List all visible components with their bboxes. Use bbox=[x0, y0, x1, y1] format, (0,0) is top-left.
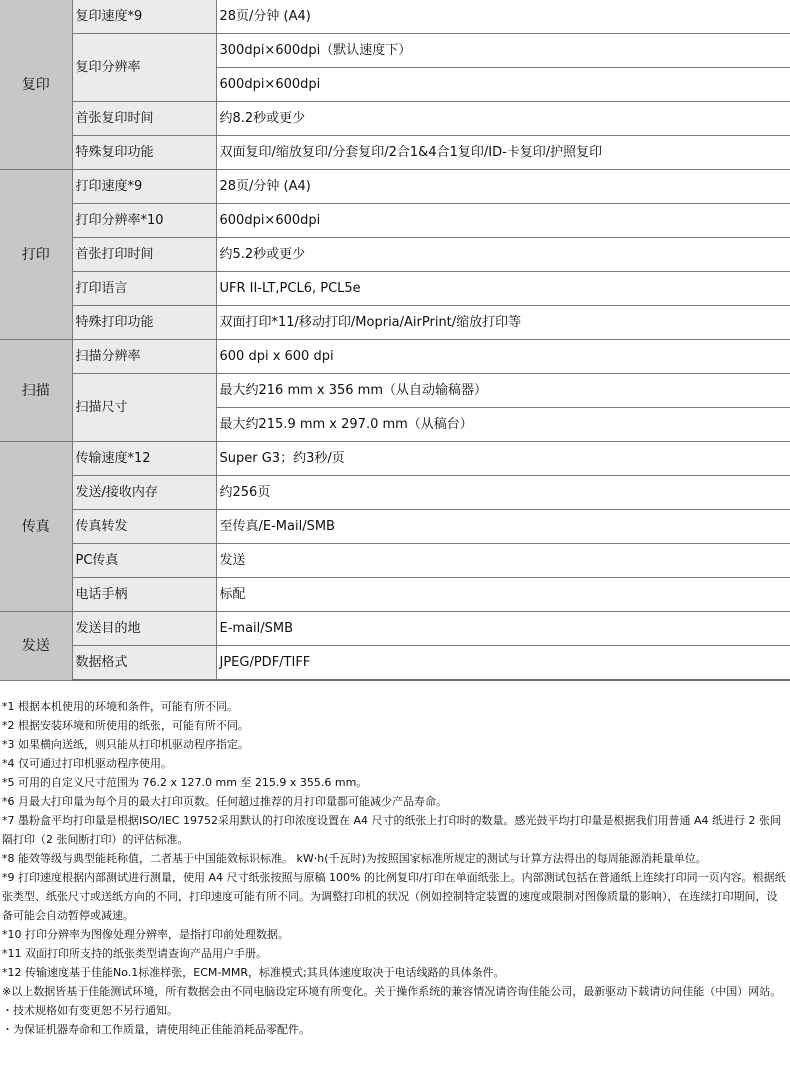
row-label: 首张打印时间 bbox=[72, 238, 216, 272]
category-scan: 扫描 bbox=[0, 340, 72, 442]
footnote: *1 根据本机使用的环境和条件，可能有所不同。 bbox=[2, 700, 238, 713]
row-label: 发送/接收内存 bbox=[72, 476, 216, 510]
footnote: *5 可用的自定义尺寸范围为 76.2 x 127.0 mm 至 215.9 x 355.6 mm。 bbox=[2, 776, 368, 789]
row-value: 至传真/E-Mail/SMB bbox=[216, 510, 790, 544]
table-row bbox=[0, 136, 790, 170]
footnote: *7 墨粉盒平均打印量是根据ISO/IEC 19752采用默认的打印浓度设置在 A4 尺寸的纸张上打印时的数量。感光鼓平均打印量是根据我们用普通 A4 纸进行 2 张间隔打印（2 张间断打印）的评估标准。 bbox=[2, 814, 781, 846]
table-row bbox=[0, 306, 790, 340]
footnotes bbox=[2, 697, 788, 1039]
row-value: 双面打印*11/移动打印/Mopria/AirPrint/缩放打印等 bbox=[216, 306, 790, 340]
table-row bbox=[0, 170, 790, 204]
table-row bbox=[0, 442, 790, 476]
footnote: *4 仅可通过打印机驱动程序使用。 bbox=[2, 757, 172, 770]
row-value: 最大约216 mm x 356 mm（从自动输稿器） bbox=[216, 374, 790, 408]
row-value: JPEG/PDF/TIFF bbox=[216, 646, 790, 681]
row-value: Super G3；约3秒/页 bbox=[216, 442, 790, 476]
row-value: UFR II-LT,PCL6, PCL5e bbox=[216, 272, 790, 306]
table-row bbox=[0, 544, 790, 578]
footnote: ※以上数据皆基于佳能测试环境，所有数据会由不同电脑设定环境有所变化。关于操作系统的兼容情况请咨询佳能公司，最新驱动下载请访问佳能（中国）网站。 bbox=[2, 985, 782, 998]
table-row bbox=[0, 238, 790, 272]
row-label: 打印语言 bbox=[72, 272, 216, 306]
row-value: 300dpi×600dpi（默认速度下） bbox=[216, 34, 790, 68]
row-value: 600dpi×600dpi bbox=[216, 68, 790, 102]
footnote: *3 如果横向送纸，则只能从打印机驱动程序指定。 bbox=[2, 738, 249, 751]
row-value: 标配 bbox=[216, 578, 790, 612]
row-label: 复印速度*9 bbox=[72, 0, 216, 34]
table-row bbox=[0, 204, 790, 238]
footnote: *10 打印分辨率为图像处理分辨率，是指打印前处理数据。 bbox=[2, 928, 289, 941]
row-value: 约5.2秒或更少 bbox=[216, 238, 790, 272]
footnote: *6 月最大打印量为每个月的最大打印页数。任何超过推荐的月打印量都可能减少产品寿命。 bbox=[2, 795, 447, 808]
row-value: 28页/分钟 (A4) bbox=[216, 0, 790, 34]
table-row bbox=[0, 510, 790, 544]
row-value: 约8.2秒或更少 bbox=[216, 102, 790, 136]
row-label: 特殊打印功能 bbox=[72, 306, 216, 340]
footnote: *8 能效等级与典型能耗称值，二者基于中国能效标识标准。 kW·h(千瓦时)为按照国家标准所规定的测试与计算方法得出的每周能源消耗量单位。 bbox=[2, 852, 707, 865]
row-label: 扫描分辨率 bbox=[72, 340, 216, 374]
table-row bbox=[0, 0, 790, 34]
row-value: 约256页 bbox=[216, 476, 790, 510]
footnote: ・为保证机器寿命和工作质量，请使用纯正佳能消耗品零配件。 bbox=[2, 1023, 310, 1036]
row-value: 双面复印/缩放复印/分套复印/2合1&4合1复印/ID-卡复印/护照复印 bbox=[216, 136, 790, 170]
table-row bbox=[0, 102, 790, 136]
table-row bbox=[0, 612, 790, 646]
footnote: *12 传输速度基于佳能No.1标准样张，ECM-MMR，标准模式;其具体速度取决于电话线路的具体条件。 bbox=[2, 966, 505, 979]
table-row bbox=[0, 340, 790, 374]
category-send: 发送 bbox=[0, 612, 72, 681]
row-value: 600 dpi x 600 dpi bbox=[216, 340, 790, 374]
table-row bbox=[0, 374, 790, 408]
table-row bbox=[0, 646, 790, 681]
row-label: 打印速度*9 bbox=[72, 170, 216, 204]
row-label: PC传真 bbox=[72, 544, 216, 578]
row-label: 发送目的地 bbox=[72, 612, 216, 646]
row-label: 打印分辨率*10 bbox=[72, 204, 216, 238]
table-row bbox=[0, 578, 790, 612]
row-label: 传真转发 bbox=[72, 510, 216, 544]
row-value: 28页/分钟 (A4) bbox=[216, 170, 790, 204]
row-label: 数据格式 bbox=[72, 646, 216, 681]
table-row bbox=[0, 34, 790, 68]
footnote: *9 打印速度根据内部测试进行测量，使用 A4 尺寸纸张按照与原稿 100% 的比例复印/打印在单面纸张上。内部测试包括在普通纸上连续打印同一页内容。根据纸张类型、纸张尺寸或送纸方向的不同，打印速度可能有所不同。为调整打印机的状况（例如控制特定装置的速度或限制对图像质量的影响），在连续打印期间，设备可能会自动暂停或减速。 bbox=[2, 871, 786, 922]
table-row bbox=[0, 476, 790, 510]
row-value: E-mail/SMB bbox=[216, 612, 790, 646]
row-label: 传输速度*12 bbox=[72, 442, 216, 476]
category-fax: 传真 bbox=[0, 442, 72, 612]
row-label: 特殊复印功能 bbox=[72, 136, 216, 170]
table-row bbox=[0, 272, 790, 306]
row-label: 电话手柄 bbox=[72, 578, 216, 612]
row-label: 扫描尺寸 bbox=[72, 374, 216, 442]
row-label: 复印分辨率 bbox=[72, 34, 216, 102]
category-copy: 复印 bbox=[0, 0, 72, 170]
footnote: ・技术规格如有变更恕不另行通知。 bbox=[2, 1004, 178, 1017]
row-value: 最大约215.9 mm x 297.0 mm（从稿台） bbox=[216, 408, 790, 442]
footnote: *11 双面打印所支持的纸张类型请查询产品用户手册。 bbox=[2, 947, 267, 960]
row-value: 发送 bbox=[216, 544, 790, 578]
footnote: *2 根据安装环境和所使用的纸张，可能有所不同。 bbox=[2, 719, 249, 732]
row-label: 首张复印时间 bbox=[72, 102, 216, 136]
category-print: 打印 bbox=[0, 170, 72, 340]
row-value: 600dpi×600dpi bbox=[216, 204, 790, 238]
